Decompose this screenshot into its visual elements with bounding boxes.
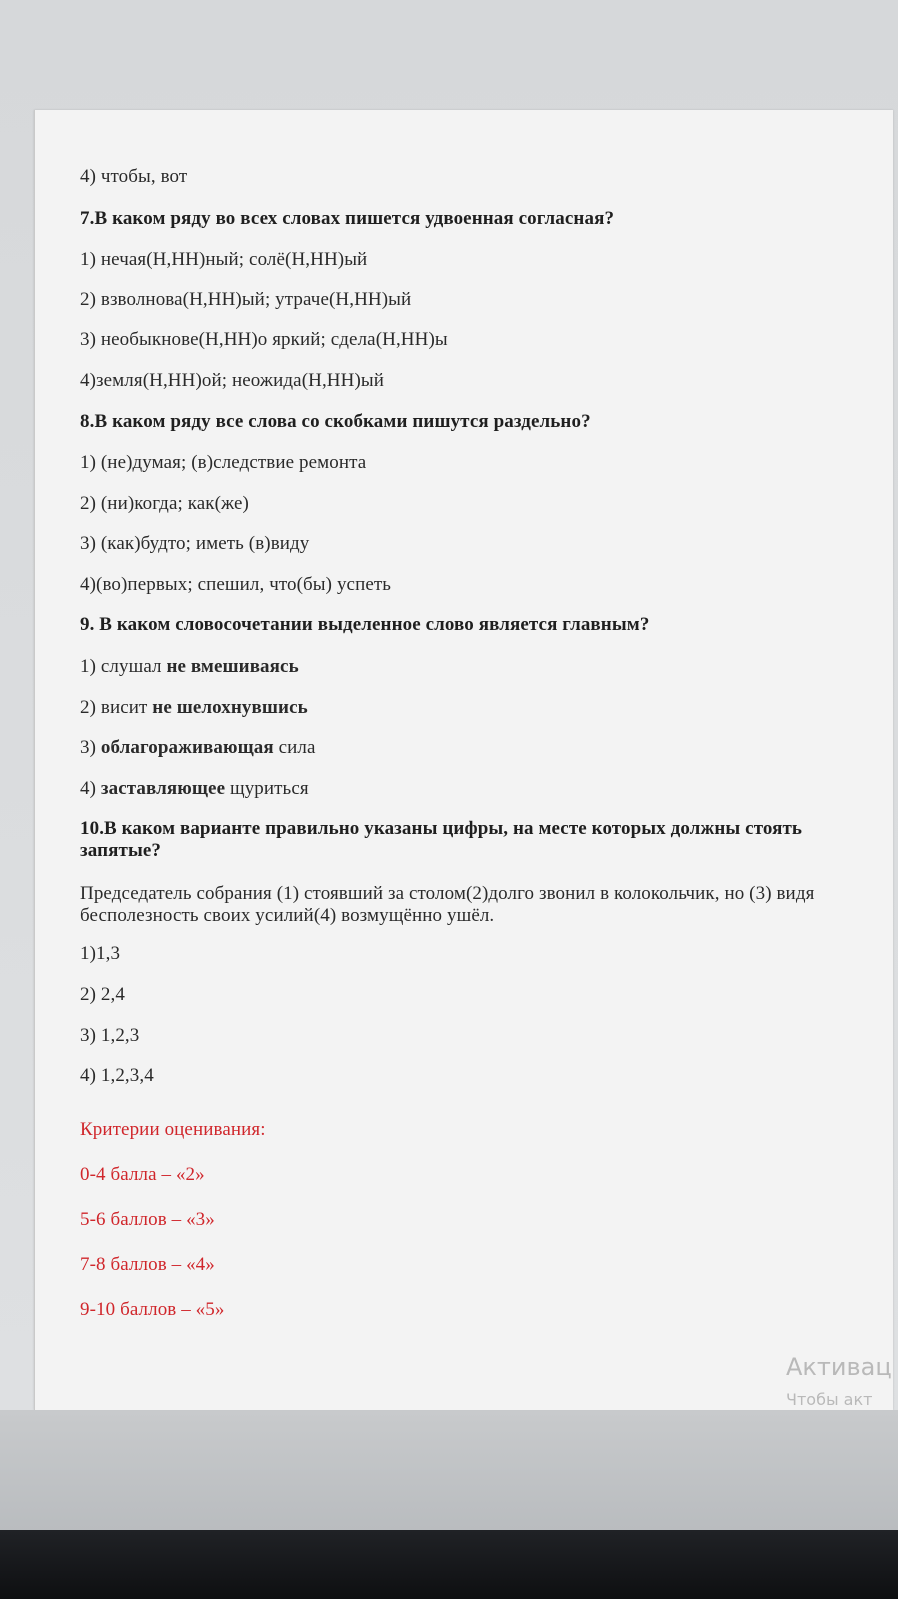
answer-option: 3) 1,2,3 (80, 1025, 140, 1046)
highlighted-word: заставляющее (100, 778, 226, 799)
answer-text: 2) висит (80, 697, 153, 718)
answer-option: 3) (как)будто; иметь (в)виду (80, 533, 310, 554)
answer-text: 3) (80, 737, 101, 758)
taskbar-area (0, 1410, 898, 1540)
answer-option: 2) 2,4 (80, 984, 125, 1005)
criteria-title: Критерии оценивания: (80, 1119, 266, 1140)
answer-text: 1) слушал (80, 656, 167, 677)
monitor-bezel (0, 1530, 898, 1599)
criteria-item: 7-8 баллов – «4» (80, 1254, 215, 1275)
answer-text: 4) (80, 778, 101, 799)
answer-option: 1) (не)думая; (в)следствие ремонта (80, 452, 367, 473)
criteria-item: 0-4 балла – «2» (80, 1164, 205, 1185)
answer-option: 4) чтобы, вот (80, 166, 188, 187)
highlighted-word: облагораживающая (100, 737, 274, 758)
answer-option: 2) (ни)когда; как(же) (80, 493, 249, 514)
answer-option (80, 656, 299, 678)
answer-option: 1) нечая(Н,НН)ный; солё(Н,НН)ый (80, 249, 368, 270)
question-9: 9. В каком словосочетании выделенное слово является главным? (80, 614, 650, 635)
question-7: 7.В каком ряду во всех словах пишется удвоенная согласная? (80, 208, 615, 229)
answer-option: 1)1,3 (80, 943, 121, 964)
activation-watermark-subtitle: Чтобы акт (786, 1390, 873, 1409)
answer-option: 2) взволнова(Н,НН)ый; утраче(Н,НН)ый (80, 289, 412, 310)
highlighted-word: не шелохнувшись (152, 697, 308, 718)
answer-option: 4)(во)первых; спешил, что(бы) успеть (80, 574, 392, 595)
highlighted-word: не вмешиваясь (166, 656, 299, 677)
answer-option: 3) необыкнове(Н,НН)о яркий; сдела(Н,НН)ы (80, 329, 448, 350)
question-10-sentence: Председатель собрания (1) стоявший за столом(2)долго звонил в колокольчик, но (3) видя бесполезность своих усилий(4) возмущённо ушёл. (80, 883, 815, 926)
criteria-item: 5-6 баллов – «3» (80, 1209, 215, 1230)
answer-text: щуриться (225, 778, 309, 799)
answer-option (80, 778, 309, 800)
answer-text: сила (273, 737, 316, 758)
criteria-item: 9-10 баллов – «5» (80, 1299, 225, 1320)
answer-option (80, 697, 308, 719)
activation-watermark-title: Активац (786, 1353, 892, 1381)
question-10: 10.В каком варианте правильно указаны цифры, на месте которых должны стоять запятые? (80, 818, 803, 861)
answer-option: 4) 1,2,3,4 (80, 1065, 154, 1086)
answer-option: 4)земля(Н,НН)ой; неожида(Н,НН)ый (80, 370, 384, 391)
answer-option (80, 737, 316, 759)
question-8: 8.В каком ряду все слова со скобками пишутся раздельно? (80, 411, 591, 432)
